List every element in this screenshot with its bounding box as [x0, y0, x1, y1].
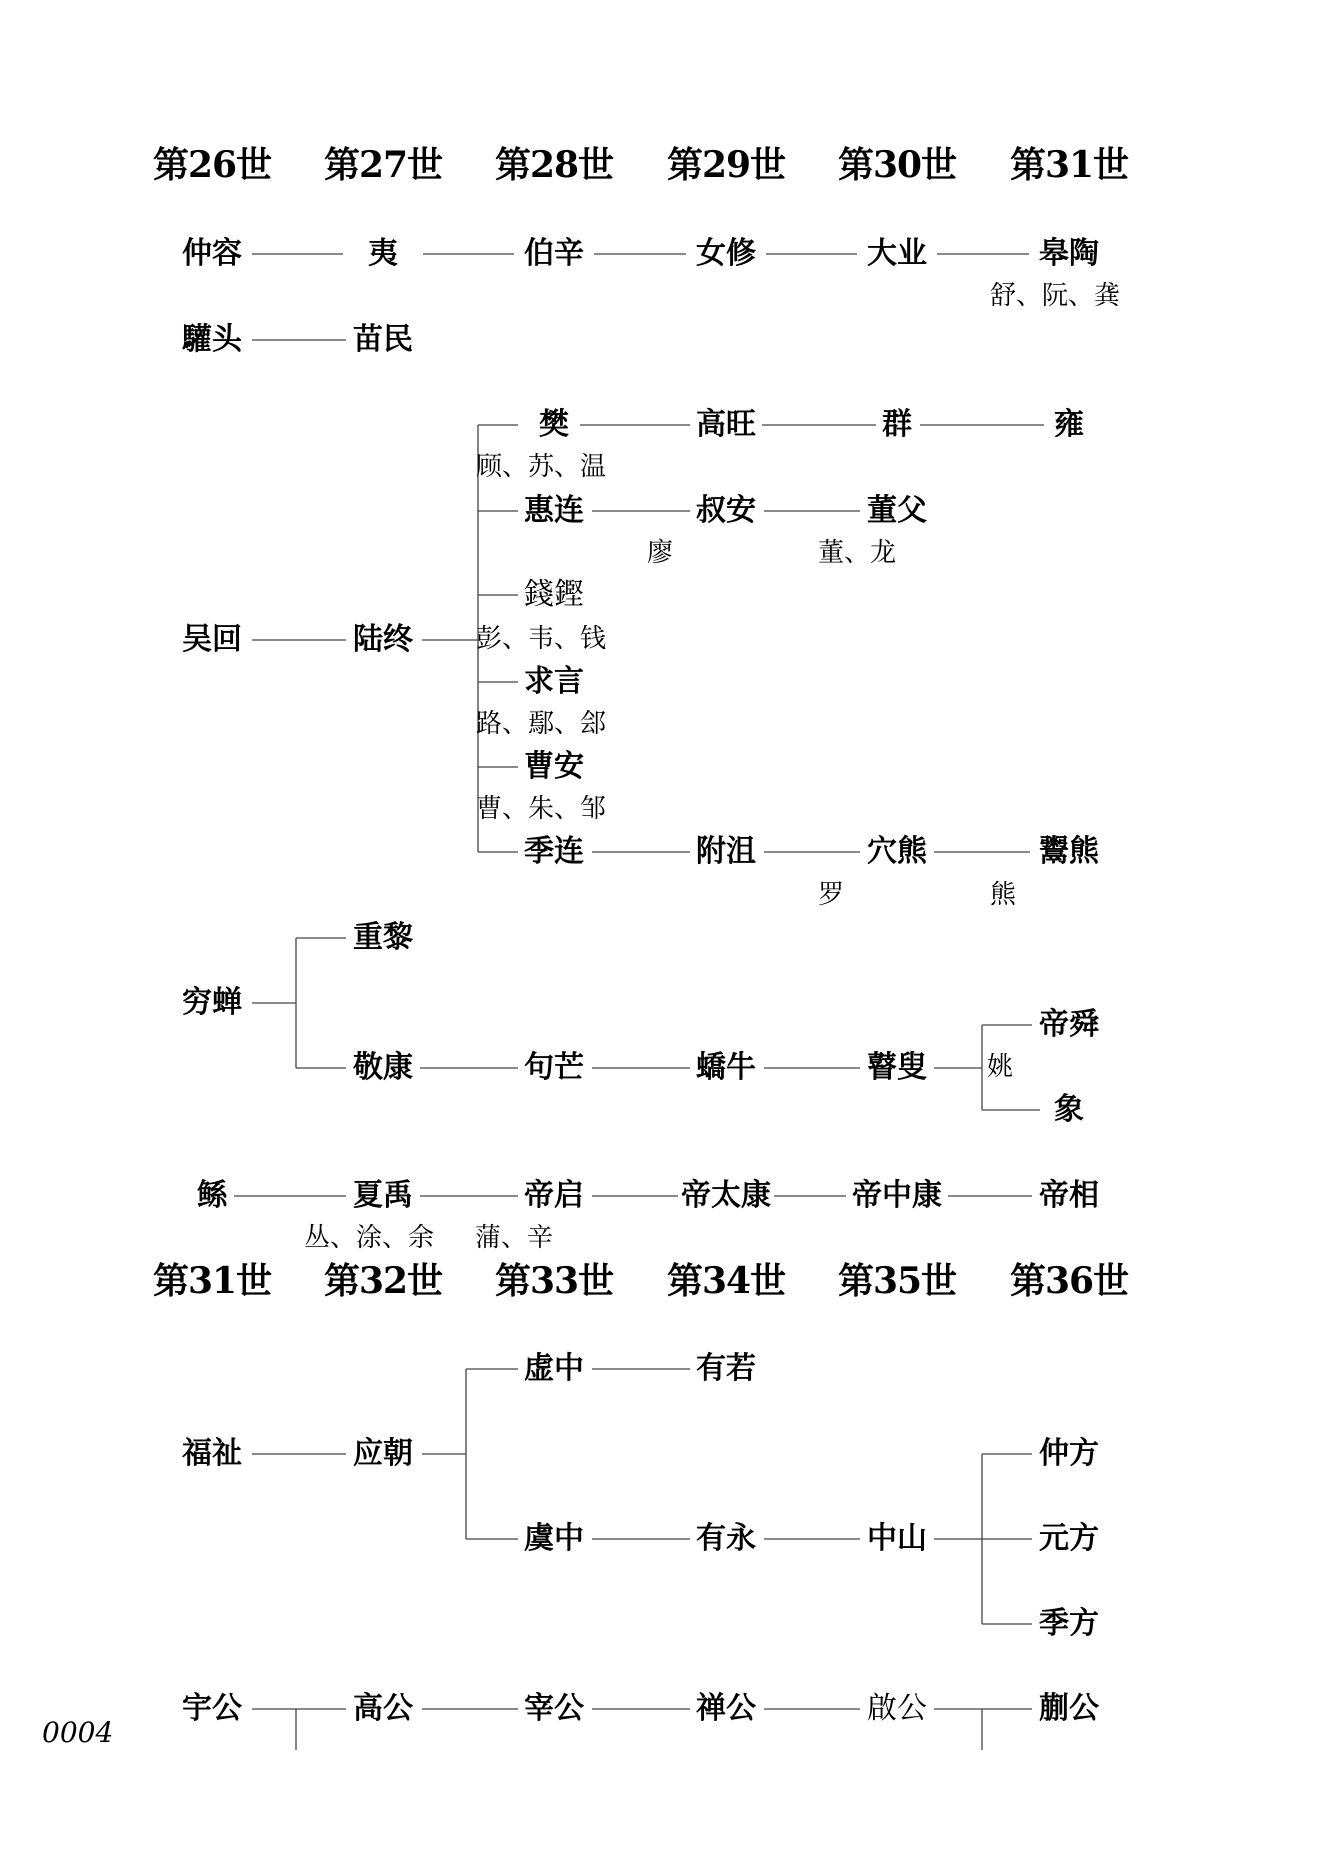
generation-header-27: 第27世 [323, 144, 443, 186]
surnames-xuexiong: 罗 [818, 880, 845, 910]
person-zhongshan: 中山 [867, 1521, 927, 1556]
person-gaoyao: 皋陶 [1039, 236, 1099, 271]
person-youruo: 有若 [696, 1351, 756, 1386]
generation-header-28: 第28世 [494, 144, 614, 186]
person-dishun: 帝舜 [1039, 1007, 1099, 1042]
person-xuzhong: 虚中 [524, 1351, 584, 1386]
surnames-diqi: 蒲、辛 [475, 1223, 554, 1253]
person-miaomin: 苗民 [353, 322, 413, 357]
person-yuanfang: 元方 [1039, 1521, 1099, 1556]
person-zaigong: 宰公 [524, 1691, 584, 1726]
person-fan: 樊 [539, 407, 569, 442]
person-dizhongkang: 帝中康 [852, 1178, 942, 1213]
person-jiankeng: 錢鏗 [524, 577, 584, 612]
person-daye: 大业 [867, 236, 927, 271]
person-yuzhong: 虞中 [524, 1521, 584, 1556]
person-qun: 群 [882, 407, 912, 442]
person-fuzhi: 福祉 [182, 1436, 242, 1471]
person-yugong: 宇公 [182, 1691, 242, 1726]
surnames-xiayu: 丛、涂、余 [304, 1223, 435, 1253]
person-wuhui: 吴回 [182, 622, 242, 657]
generation-header-32: 第32世 [323, 1260, 443, 1302]
generation-header-31-b: 第31世 [152, 1260, 272, 1302]
surnames-qiuyan: 路、鄢、郐 [476, 709, 607, 739]
person-zhongfang: 仲方 [1039, 1436, 1099, 1471]
page-number: 0004 [42, 1716, 114, 1749]
surnames-dongfu: 董、龙 [818, 538, 897, 568]
person-dixiang: 帝相 [1039, 1178, 1099, 1213]
person-xuexiong: 穴熊 [867, 834, 927, 869]
surnames-shuan: 廖 [647, 538, 674, 568]
person-gun: 鲧 [197, 1178, 227, 1213]
surnames-jiankeng: 彭、韦、钱 [476, 624, 607, 654]
person-gusou: 瞽叟 [867, 1050, 927, 1085]
person-gaogong: 高公 [353, 1691, 413, 1726]
generation-header-33: 第33世 [494, 1260, 614, 1302]
person-jilian: 季连 [524, 834, 584, 869]
person-xiang: 象 [1054, 1092, 1084, 1127]
person-jifang: 季方 [1039, 1606, 1099, 1641]
person-youyong: 有永 [696, 1521, 756, 1556]
person-yuxiong: 鬻熊 [1039, 834, 1099, 869]
generation-header-31: 第31世 [1009, 144, 1129, 186]
generation-header-36: 第36世 [1009, 1260, 1129, 1302]
person-shuan: 叔安 [696, 493, 756, 528]
person-luzhong: 陆终 [353, 622, 413, 657]
person-boxin: 伯辛 [524, 236, 584, 271]
generation-header-35: 第35世 [837, 1260, 957, 1302]
person-yi: 夷 [368, 236, 398, 271]
person-ditaikang: 帝太康 [681, 1178, 771, 1213]
surnames-gaoyao: 舒、阮、龚 [990, 281, 1121, 311]
person-kuaigong: 蒯公 [1039, 1691, 1099, 1726]
generation-header-26: 第26世 [152, 144, 272, 186]
person-huantou: 驩头 [182, 322, 242, 357]
person-diqi: 帝启 [524, 1178, 584, 1213]
person-caoan: 曹安 [524, 749, 584, 784]
person-zhongrong: 仲容 [182, 236, 242, 271]
person-gaowang: 高旺 [696, 407, 756, 442]
person-huilian: 惠连 [524, 493, 584, 528]
person-qiaoniu: 蟜牛 [696, 1050, 756, 1085]
generation-header-30: 第30世 [837, 144, 957, 186]
person-xiayu: 夏禹 [353, 1178, 413, 1213]
surname-yao: 姚 [987, 1052, 1014, 1082]
person-qigong: 啟公 [867, 1691, 927, 1726]
surnames-caoan: 曹、朱、邹 [476, 794, 607, 824]
person-yong: 雍 [1054, 407, 1084, 442]
person-nvxiu: 女修 [696, 236, 756, 271]
surnames-yuxiong: 熊 [990, 880, 1017, 910]
generation-header-29: 第29世 [666, 144, 786, 186]
person-fuju: 附沮 [696, 834, 756, 869]
person-qiuyan: 求言 [524, 664, 584, 699]
person-yingchao: 应朝 [353, 1436, 413, 1471]
person-jingkang: 敬康 [353, 1050, 413, 1085]
person-qiongchan: 穷蝉 [182, 985, 242, 1020]
person-dongfu: 董父 [867, 493, 927, 528]
person-chongli: 重黎 [353, 920, 413, 955]
surnames-fan: 顾、苏、温 [476, 452, 607, 482]
person-goumang: 句芒 [524, 1050, 584, 1085]
person-changong: 禅公 [696, 1691, 756, 1726]
generation-header-34: 第34世 [666, 1260, 786, 1302]
